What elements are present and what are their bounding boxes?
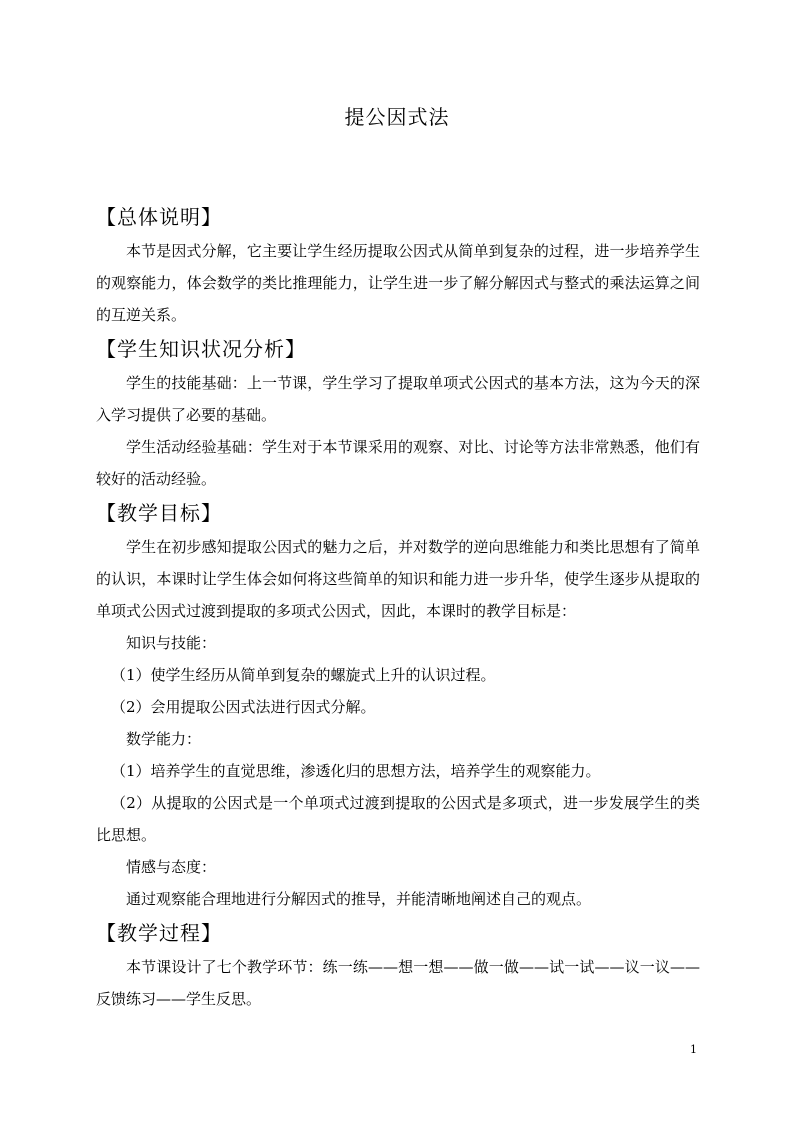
section-heading-overview: 【总体说明】 — [96, 205, 222, 229]
section-heading-objectives: 【教学目标】 — [96, 501, 222, 525]
knowledge-item-2: （2）会用提取公因式法进行因式分解。 — [111, 698, 376, 716]
knowledge-skills-label: 知识与技能： — [126, 634, 217, 652]
knowledge-item-1: （1）使学生经历从简单到复杂的螺旋式上升的认识过程。 — [111, 666, 496, 684]
section-heading-process: 【教学过程】 — [96, 921, 222, 945]
math-item-2: （2）从提取的公因式是一个单项式过渡到提取的公因式是多项式，进一步发展学生的类比思想。 — [96, 794, 700, 844]
document-body — [96, 199, 700, 1015]
emotion-attitude-label: 情感与态度： — [126, 858, 217, 876]
document-title: 提公因式法 — [344, 105, 450, 129]
emotion-item-1: 通过观察能合理地进行分解因式的推导，并能清晰地阐述自己的观点。 — [126, 890, 592, 908]
overview-paragraph: 本节是因式分解，它主要让学生经历提取公因式从简单到复杂的过程，进一步培养学生的观察能力，体会数学的类比推理能力，让学生进一步了解分解因式与整式的乘法运算之间的互逆关系。 — [96, 242, 700, 324]
process-paragraph: 本节课设计了七个教学环节：练一练——想一想——做一做——试一试——议一议——反馈练习——学生反思。 — [96, 958, 700, 1008]
objectives-intro-paragraph: 学生在初步感知提取公因式的魅力之后，并对数学的逆向思维能力和类比思想有了简单的认识，本课时让学生体会如何将这些简单的知识和能力进一步升华，使学生逐步从提取的单项式公因式过渡到提取的多项式公因式，因此，本课时的教学目标是： — [96, 538, 700, 620]
student-experience-paragraph: 学生活动经验基础：学生对于本节课采用的观察、对比、讨论等方法非常熟悉，他们有较好的活动经验。 — [96, 438, 700, 488]
section-heading-student-analysis: 【学生知识状况分析】 — [96, 337, 306, 361]
math-ability-label: 数学能力： — [126, 730, 202, 748]
student-skill-paragraph: 学生的技能基础：上一节课，学生学习了提取单项式公因式的基本方法，这为今天的深入学习提供了必要的基础。 — [96, 374, 700, 424]
math-item-1: （1）培养学生的直觉思维，渗透化归的思想方法，培养学生的观察能力。 — [111, 762, 601, 780]
page-number: 1 — [690, 1043, 697, 1056]
